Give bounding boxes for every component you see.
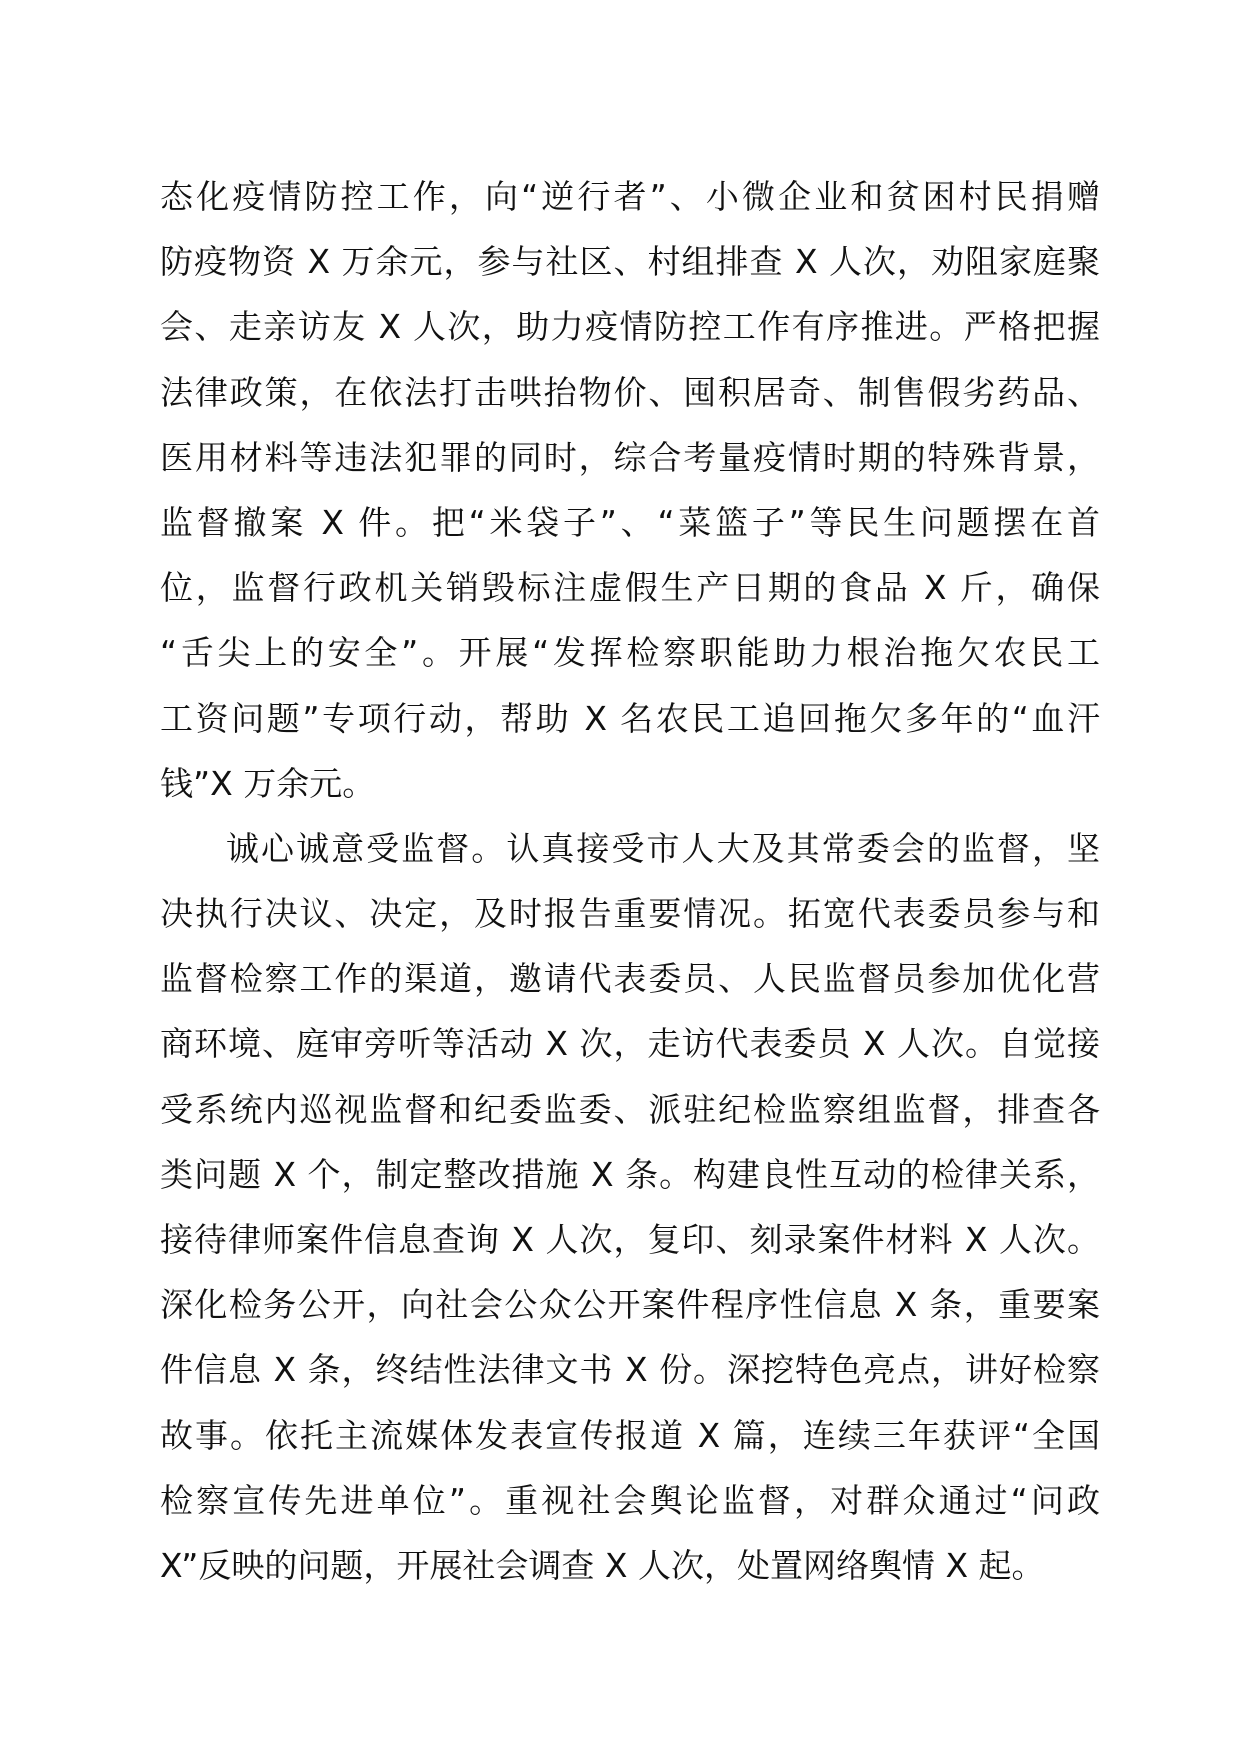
text-line: 法律政策，在依法打击哄抬物价、囤积居奇、制售假劣药品、 bbox=[160, 372, 1100, 412]
text-line: “舌尖上的安全”。开展“发挥检察职能助力根治拖欠农民工 bbox=[160, 633, 1100, 673]
text-line: X”反映的问题，开展社会调查 X 人次，处置网络舆情 X 起。 bbox=[160, 1545, 1045, 1585]
text-line: 医用材料等违法犯罪的同时，综合考量疫情时期的特殊背景， bbox=[160, 437, 1100, 477]
text-line: 位，监督行政机关销毁标注虚假生产日期的食品 X 斤，确保 bbox=[160, 568, 1100, 608]
text-line: 故事。依托主流媒体发表宣传报道 X 篇，连续三年获评“全国 bbox=[160, 1415, 1100, 1455]
paragraph-accept-supervision bbox=[160, 816, 1100, 1598]
paragraph-epidemic-support bbox=[160, 164, 1100, 816]
text-line: 商环境、庭审旁听等活动 X 次，走访代表委员 X 人次。自觉接 bbox=[160, 1024, 1100, 1064]
text-line: 监督撤案 X 件。把“米袋子”、“菜篮子”等民生问题摆在首 bbox=[160, 502, 1100, 542]
text-line: 钱”X 万余元。 bbox=[160, 763, 376, 803]
text-line: 诚心诚意受监督。认真接受市人大及其常委会的监督，坚 bbox=[226, 828, 1100, 868]
text-line: 防疫物资 X 万余元，参与社区、村组排查 X 人次，劝阻家庭聚 bbox=[160, 242, 1100, 282]
text-line: 监督检察工作的渠道，邀请代表委员、人民监督员参加优化营 bbox=[160, 959, 1100, 999]
text-line: 检察宣传先进单位”。重视社会舆论监督，对群众通过“问政 bbox=[160, 1480, 1100, 1520]
text-line: 会、走亲访友 X 人次，助力疫情防控工作有序推进。严格把握 bbox=[160, 307, 1100, 347]
text-line: 态化疫情防控工作，向“逆行者”、小微企业和贫困村民捐赠 bbox=[160, 177, 1100, 216]
document-page bbox=[160, 164, 1100, 1598]
text-line: 类问题 X 个，制定整改措施 X 条。构建良性互动的检律关系， bbox=[160, 1154, 1100, 1194]
text-line: 深化检务公开，向社会公众公开案件程序性信息 X 条，重要案 bbox=[160, 1285, 1100, 1325]
text-line: 工资问题”专项行动，帮助 X 名农民工追回拖欠多年的“血汗 bbox=[160, 698, 1100, 738]
text-line: 受系统内巡视监督和纪委监委、派驻纪检监察组监督，排查各 bbox=[160, 1089, 1100, 1129]
text-line: 接待律师案件信息查询 X 人次，复印、刻录案件材料 X 人次。 bbox=[160, 1220, 1100, 1259]
text-line: 件信息 X 条，终结性法律文书 X 份。深挖特色亮点，讲好检察 bbox=[160, 1350, 1100, 1390]
text-line: 决执行决议、决定，及时报告重要情况。拓宽代表委员参与和 bbox=[160, 894, 1100, 934]
